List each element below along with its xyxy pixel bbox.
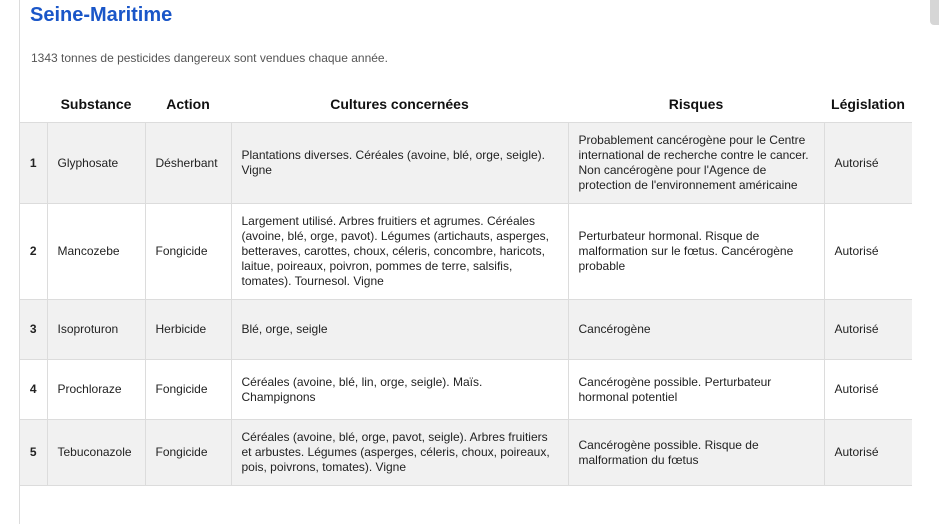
table-header-row xyxy=(20,86,912,123)
cell-action: Herbicide xyxy=(145,300,231,360)
cell-risques: Cancérogène possible. Perturbateur hormonal potentiel xyxy=(568,360,824,420)
cell-action: Fongicide xyxy=(145,420,231,486)
cell-legislation: Autorisé xyxy=(824,204,912,300)
header-legislation: Législation xyxy=(824,86,912,123)
cell-substance: Isoproturon xyxy=(47,300,145,360)
cell-legislation: Autorisé xyxy=(824,420,912,486)
cell-legislation: Autorisé xyxy=(824,360,912,420)
cell-substance: Prochloraze xyxy=(47,360,145,420)
cell-action: Fongicide xyxy=(145,204,231,300)
table-row xyxy=(20,300,912,360)
cell-risques: Perturbateur hormonal. Risque de malformation sur le fœtus. Cancérogène probable xyxy=(568,204,824,300)
cell-rank: 5 xyxy=(20,420,47,486)
table-row xyxy=(20,123,912,204)
cell-risques: Cancérogène possible. Risque de malformation du fœtus xyxy=(568,420,824,486)
header-rank xyxy=(20,86,47,123)
cell-substance: Glyphosate xyxy=(47,123,145,204)
cell-cultures: Blé, orge, seigle xyxy=(231,300,568,360)
cell-action: Fongicide xyxy=(145,360,231,420)
pesticides-table xyxy=(20,86,912,486)
cell-rank: 2 xyxy=(20,204,47,300)
cell-cultures: Largement utilisé. Arbres fruitiers et agrumes. Céréales (avoine, blé, orge, pavot). Légumes (artichauts, asperges, betteraves, carottes, choux, céleris, concombre, haricots, laitue, poireaux, poivron, pommes de terre, salsifis, tomates). Tournesol. Vigne xyxy=(231,204,568,300)
cell-action: Désherbant xyxy=(145,123,231,204)
cell-risques: Probablement cancérogène pour le Centre international de recherche contre le cancer. Non cancérogène pour l'Agence de protection de l'environnement américaine xyxy=(568,123,824,204)
header-action: Action xyxy=(145,86,231,123)
header-risques: Risques xyxy=(568,86,824,123)
cell-rank: 1 xyxy=(20,123,47,204)
summary-text: 1343 tonnes de pesticides dangereux sont vendues chaque année. xyxy=(31,51,388,65)
cell-cultures: Plantations diverses. Céréales (avoine, blé, orge, seigle). Vigne xyxy=(231,123,568,204)
cell-cultures: Céréales (avoine, blé, lin, orge, seigle). Maïs. Champignons xyxy=(231,360,568,420)
cell-legislation: Autorisé xyxy=(824,300,912,360)
cell-rank: 4 xyxy=(20,360,47,420)
table-row xyxy=(20,420,912,486)
table-row xyxy=(20,204,912,300)
page-title: Seine-Maritime xyxy=(30,4,173,26)
table-row xyxy=(20,360,912,420)
cell-substance: Mancozebe xyxy=(47,204,145,300)
cell-substance: Tebuconazole xyxy=(47,420,145,486)
header-substance: Substance xyxy=(47,86,145,123)
header-cultures: Cultures concernées xyxy=(231,86,568,123)
cell-risques: Cancérogène xyxy=(568,300,824,360)
cell-rank: 3 xyxy=(20,300,47,360)
cell-legislation: Autorisé xyxy=(824,123,912,204)
corner-tab[interactable] xyxy=(930,0,939,25)
cell-cultures: Céréales (avoine, blé, orge, pavot, seigle). Arbres fruitiers et arbustes. Légumes (asperges, céleris, choux, poireaux, pois, poivrons, tomates). Vigne xyxy=(231,420,568,486)
